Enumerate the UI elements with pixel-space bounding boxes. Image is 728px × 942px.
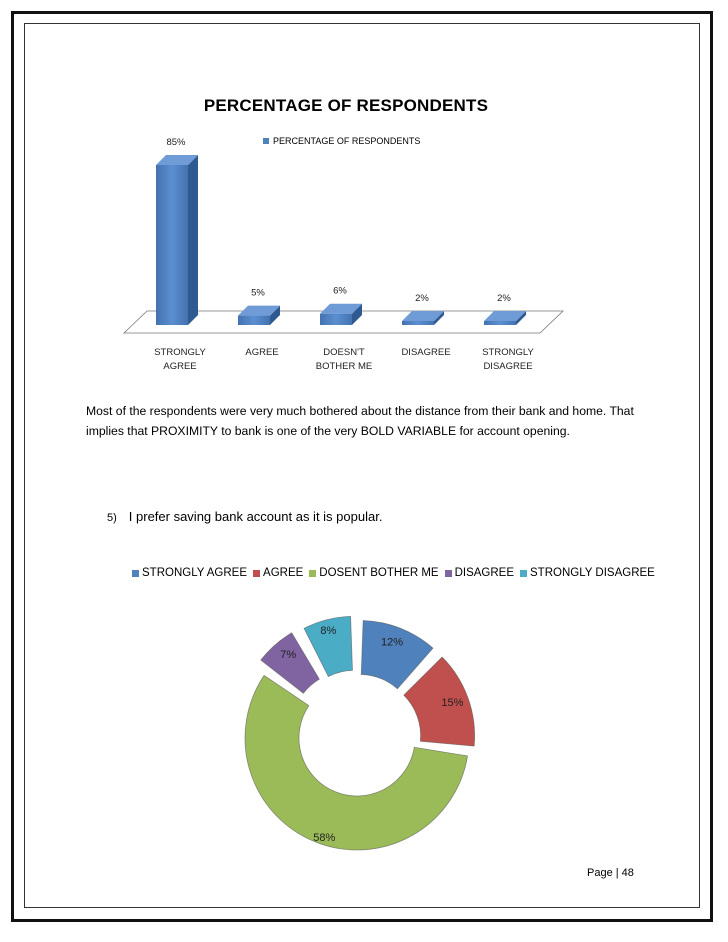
doughnut-value-label: 8% bbox=[320, 625, 337, 638]
question-number: 5) bbox=[107, 512, 117, 524]
pie-legend-swatch bbox=[520, 570, 527, 577]
bar-value-label: 5% bbox=[251, 287, 265, 299]
pie-legend-label: STRONGLY DISAGREE bbox=[530, 567, 655, 579]
pie-legend-label: STRONGLY AGREE bbox=[142, 567, 248, 579]
bar bbox=[402, 321, 434, 325]
pie-legend-swatch bbox=[253, 570, 260, 577]
pie-legend-label: AGREE bbox=[263, 567, 304, 579]
doughnut-value-label: 15% bbox=[441, 696, 464, 709]
bar-chart bbox=[0, 0, 728, 400]
question-5 bbox=[107, 509, 382, 524]
doughnut-value-label: 12% bbox=[380, 636, 403, 649]
bar-side bbox=[188, 155, 198, 325]
pie-legend-label: DISAGREE bbox=[454, 567, 515, 579]
analysis-paragraph: Most of the respondents were very much bothered about the distance from their bank and home. That implies that PROXIMITY to bank is one of the very BOLD VARIABLE for account opening. bbox=[86, 404, 634, 438]
bar-chart-title: PERCENTAGE OF RESPONDENTS bbox=[203, 96, 489, 115]
bar-value-label: 6% bbox=[333, 285, 347, 297]
pie-legend-item bbox=[520, 567, 655, 579]
bar-category-label: STRONGLY bbox=[154, 347, 206, 358]
pie-chart-legend bbox=[132, 567, 655, 579]
bar-value-label: 85% bbox=[166, 137, 186, 148]
question-text: I prefer saving bank account as it is popular. bbox=[128, 509, 383, 524]
bar-category-label: AGREE bbox=[163, 361, 197, 372]
bar bbox=[320, 314, 352, 325]
bar-category-label: STRONGLY bbox=[482, 347, 534, 358]
legend-label: PERCENTAGE OF RESPONDENTS bbox=[273, 136, 421, 146]
pie-legend-item bbox=[445, 567, 514, 579]
page-number: Page | 48 bbox=[587, 867, 634, 879]
bar-category-label: AGREE bbox=[245, 347, 279, 358]
pie-legend-item bbox=[309, 567, 438, 579]
pie-legend-label: DOSENT BOTHER ME bbox=[319, 567, 439, 579]
bar-value-label: 2% bbox=[497, 293, 511, 304]
doughnut-value-label: 7% bbox=[280, 649, 297, 662]
doughnut-slice bbox=[404, 657, 475, 746]
bar-value-label: 2% bbox=[415, 293, 429, 304]
bar-category-label: BOTHER ME bbox=[315, 361, 373, 372]
pie-legend-item bbox=[253, 567, 303, 579]
doughnut-chart bbox=[0, 590, 728, 890]
bar bbox=[156, 165, 188, 325]
bar-category-label: DISAGREE bbox=[483, 361, 533, 372]
doughnut-value-label: 58% bbox=[313, 831, 336, 844]
bar bbox=[484, 321, 516, 325]
pie-legend-swatch bbox=[309, 570, 316, 577]
bar-category-label: DISAGREE bbox=[401, 347, 451, 358]
pie-legend-swatch bbox=[445, 570, 452, 577]
pie-legend-swatch bbox=[132, 570, 139, 577]
pie-legend-item bbox=[132, 567, 247, 579]
bar bbox=[238, 316, 270, 325]
bar-category-label: DOESN'T bbox=[323, 347, 365, 358]
